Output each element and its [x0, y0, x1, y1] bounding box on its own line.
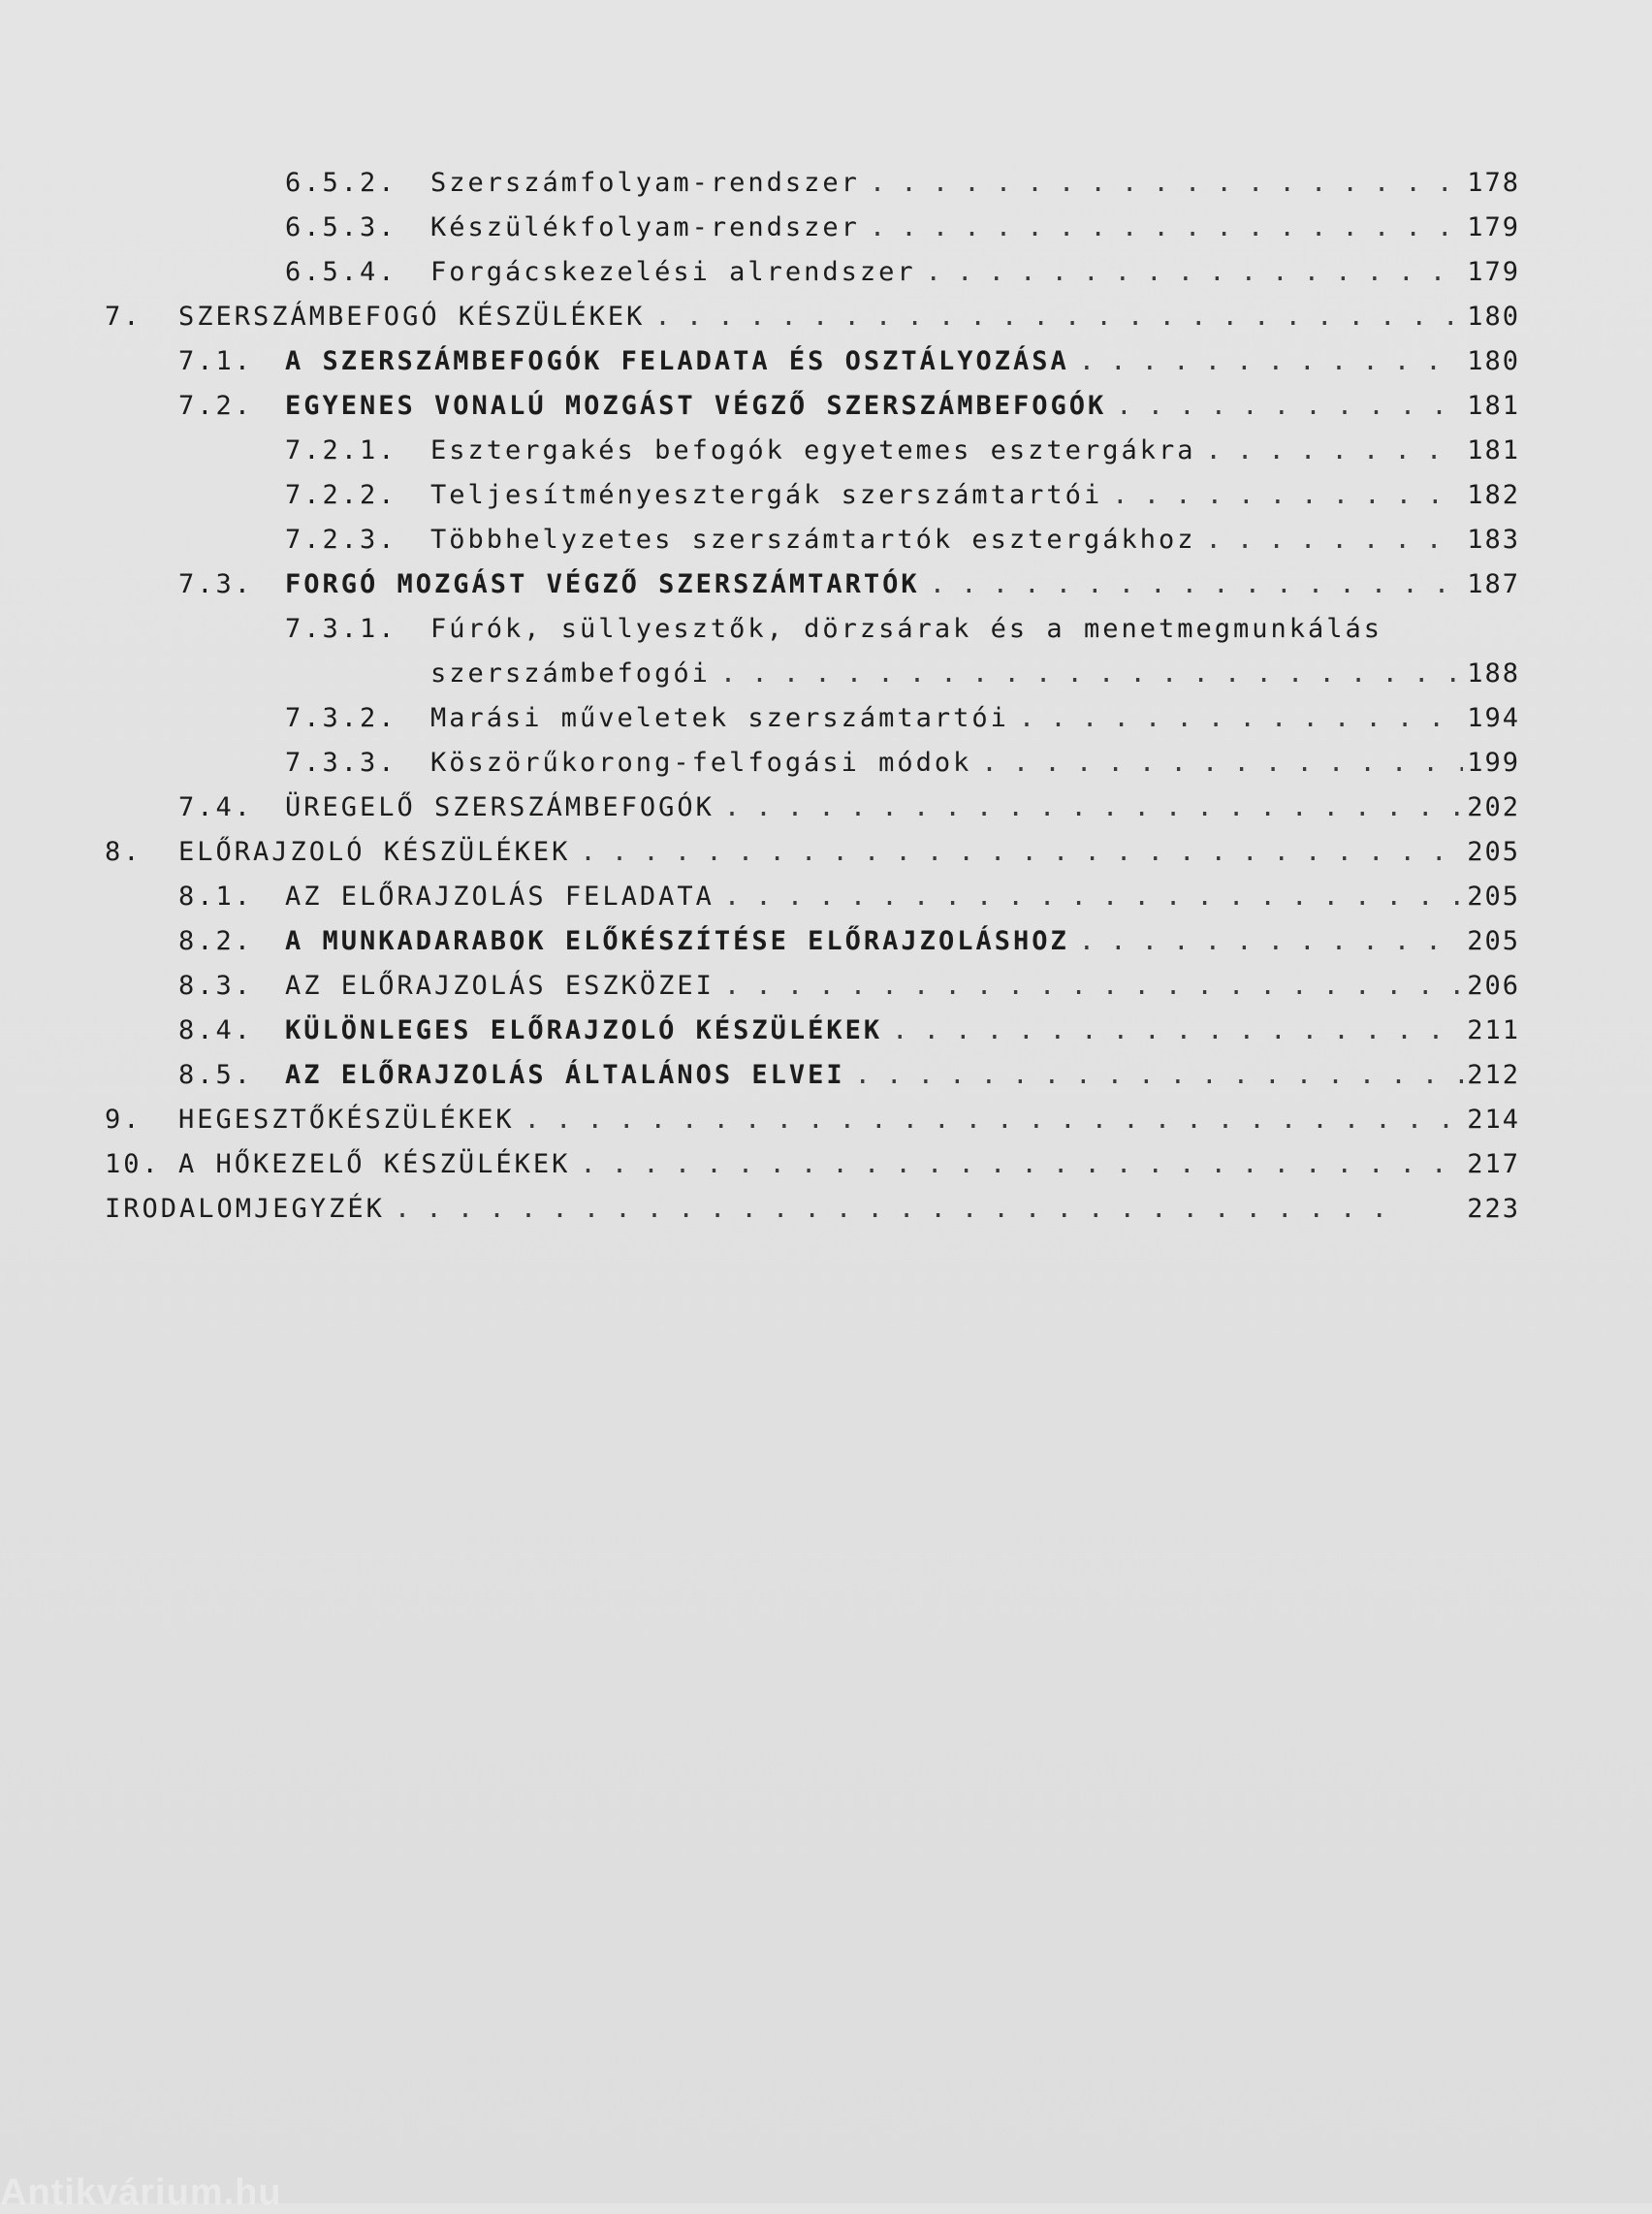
- entry-page-number: 214: [1467, 1105, 1520, 1135]
- entry-title: Szerszámfolyam-rendszer: [430, 168, 860, 198]
- toc-entry-7-2-1: [105, 429, 1520, 473]
- watermark: Antikvárium.hu: [0, 2172, 282, 2213]
- entry-number: 7.2.1.: [285, 435, 397, 465]
- entry-page-number: 206: [1467, 971, 1520, 1001]
- dot-leader: [715, 786, 1463, 830]
- entry-page-number: 188: [1467, 658, 1520, 689]
- entry-title: Készülékfolyam-rendszer: [430, 212, 860, 242]
- dot-leader: [715, 875, 1463, 919]
- entry-number: 7.3.2.: [285, 703, 397, 733]
- entry-number: 8.: [105, 837, 143, 867]
- entry-page-number: 205: [1467, 926, 1520, 956]
- entry-number: 7.1.: [178, 346, 254, 376]
- entry-page-number: 179: [1467, 257, 1520, 287]
- toc-entry-7-3: [105, 562, 1520, 607]
- dot-leader: [711, 652, 1463, 696]
- entry-title: AZ ELŐRAJZOLÁS ESZKÖZEI: [285, 971, 715, 1001]
- toc-entry-bibliography: [105, 1187, 1520, 1232]
- entry-page-number: 180: [1467, 346, 1520, 376]
- entry-title: Esztergakés befogók egyetemes esztergákra: [430, 435, 1196, 465]
- entry-title-continued: szerszámbefogói: [430, 658, 711, 689]
- dot-leader: [845, 1053, 1463, 1098]
- dot-leader: [882, 1009, 1463, 1053]
- entry-title: Köszörűkorong-felfogási módok: [430, 748, 972, 778]
- dot-leader: [715, 964, 1463, 1009]
- entry-title: EGYENES VONALÚ MOZGÁST VÉGZŐ SZERSZÁMBEFOGÓK: [285, 391, 1107, 421]
- entry-number: 8.2.: [178, 926, 254, 956]
- entry-title: FORGÓ MOZGÁST VÉGZŐ SZERSZÁMTARTÓK: [285, 569, 920, 599]
- entry-page-number: 205: [1467, 837, 1520, 867]
- dot-leader: [570, 830, 1463, 875]
- entry-page-number: 199: [1467, 748, 1520, 778]
- toc-entry-8-1: [105, 875, 1520, 919]
- dot-leader: [515, 1098, 1463, 1142]
- toc-entry-8-5: [105, 1053, 1520, 1098]
- toc-entry-7-2-2: [105, 473, 1520, 518]
- dot-leader: [385, 1187, 1389, 1232]
- dot-leader: [1069, 919, 1463, 964]
- entry-title: ÜREGELŐ SZERSZÁMBEFOGÓK: [285, 792, 715, 822]
- entry-page-number: 223: [1467, 1194, 1520, 1224]
- entry-title: A MUNKADARABOK ELŐKÉSZÍTÉSE ELŐRAJZOLÁSHOZ: [285, 926, 1069, 956]
- dot-leader: [860, 206, 1463, 250]
- dot-leader: [1102, 473, 1463, 518]
- entry-page-number: 181: [1467, 391, 1520, 421]
- toc-entry-8-2: [105, 919, 1520, 964]
- entry-number: 7.3.1.: [285, 614, 397, 644]
- entry-title: A HŐKEZELŐ KÉSZÜLÉKEK: [178, 1149, 571, 1179]
- dot-leader: [916, 250, 1463, 295]
- dot-leader: [1106, 384, 1463, 429]
- entry-number: 7.: [105, 302, 143, 332]
- toc-entry-7-1: [105, 339, 1520, 384]
- entry-number: 7.2.2.: [285, 480, 397, 510]
- entry-page-number: 179: [1467, 212, 1520, 242]
- dot-leader: [570, 1142, 1463, 1187]
- entry-title: Forgácskezelési alrendszer: [430, 257, 916, 287]
- entry-page-number: 194: [1467, 703, 1520, 733]
- toc-entry-7-2: [105, 384, 1520, 429]
- entry-page-number: 182: [1467, 480, 1520, 510]
- dot-leader: [920, 562, 1463, 607]
- entry-number: 8.5.: [178, 1060, 254, 1090]
- entry-title: Fúrók, süllyesztők, dörzsárak és a menetmegmunkálás: [430, 614, 1383, 644]
- toc-entry-7-3-1: [105, 607, 1520, 696]
- toc-entry-7-2-3: [105, 518, 1520, 562]
- entry-page-number: 187: [1467, 569, 1520, 599]
- dot-leader: [1195, 518, 1463, 562]
- entry-number: 8.1.: [178, 882, 254, 912]
- entry-page-number: 205: [1467, 882, 1520, 912]
- dot-leader: [645, 295, 1463, 339]
- entry-number: 6.5.4.: [285, 257, 397, 287]
- entry-number: 8.3.: [178, 971, 254, 1001]
- entry-title: Többhelyzetes szerszámtartók esztergákhoz: [430, 525, 1196, 555]
- entry-number: 7.2.: [178, 391, 254, 421]
- toc-entry-7-3-3: [105, 741, 1520, 786]
- entry-title: KÜLÖNLEGES ELŐRAJZOLÓ KÉSZÜLÉKEK: [285, 1015, 883, 1045]
- entry-number: 8.4.: [178, 1015, 254, 1045]
- dot-leader: [1009, 696, 1463, 741]
- entry-number: 6.5.2.: [285, 168, 397, 198]
- entry-title: HEGESZTŐKÉSZÜLÉKEK: [178, 1105, 515, 1135]
- toc-entry-6-5-2: [105, 161, 1520, 206]
- entry-title: SZERSZÁMBEFOGÓ KÉSZÜLÉKEK: [178, 302, 646, 332]
- toc-entry-7-4: [105, 786, 1520, 830]
- entry-page-number: 217: [1467, 1149, 1520, 1179]
- dot-leader: [1069, 339, 1463, 384]
- toc-entry-6-5-3: [105, 206, 1520, 250]
- entry-number: 7.2.3.: [285, 525, 397, 555]
- entry-title: Marási műveletek szerszámtartói: [430, 703, 1009, 733]
- entry-title: Teljesítményesztergák szerszámtartói: [430, 480, 1103, 510]
- entry-page-number: 180: [1467, 302, 1520, 332]
- entry-title: AZ ELŐRAJZOLÁS ÁLTALÁNOS ELVEI: [285, 1060, 845, 1090]
- entry-number: 7.3.: [178, 569, 254, 599]
- toc-entry-8: [105, 830, 1520, 875]
- entry-number: 7.4.: [178, 792, 254, 822]
- toc-entry-7: [105, 295, 1520, 339]
- dot-leader: [860, 161, 1463, 206]
- toc-entry-8-3: [105, 964, 1520, 1009]
- entry-page-number: 181: [1467, 435, 1520, 465]
- entry-title: AZ ELŐRAJZOLÁS FELADATA: [285, 882, 715, 912]
- toc-entry-9: [105, 1098, 1520, 1142]
- dot-leader: [971, 741, 1463, 786]
- entry-page-number: 183: [1467, 525, 1520, 555]
- table-of-contents: [105, 161, 1520, 1232]
- entry-title: ELŐRAJZOLÓ KÉSZÜLÉKEK: [178, 837, 571, 867]
- entry-number: 6.5.3.: [285, 212, 397, 242]
- entry-number: 10.: [105, 1149, 161, 1179]
- entry-number: 7.3.3.: [285, 748, 397, 778]
- toc-entry-7-3-2: [105, 696, 1520, 741]
- entry-page-number: 202: [1467, 792, 1520, 822]
- toc-entry-10: [105, 1142, 1520, 1187]
- toc-entry-6-5-4: [105, 250, 1520, 295]
- toc-entry-8-4: [105, 1009, 1520, 1053]
- entry-title: IRODALOMJEGYZÉK: [105, 1194, 385, 1224]
- entry-title: A SZERSZÁMBEFOGÓK FELADATA ÉS OSZTÁLYOZÁSA: [285, 346, 1069, 376]
- dot-leader: [1195, 429, 1463, 473]
- entry-page-number: 212: [1467, 1060, 1520, 1090]
- entry-page-number: 178: [1467, 168, 1520, 198]
- entry-number: 9.: [105, 1105, 143, 1135]
- entry-page-number: 211: [1467, 1015, 1520, 1045]
